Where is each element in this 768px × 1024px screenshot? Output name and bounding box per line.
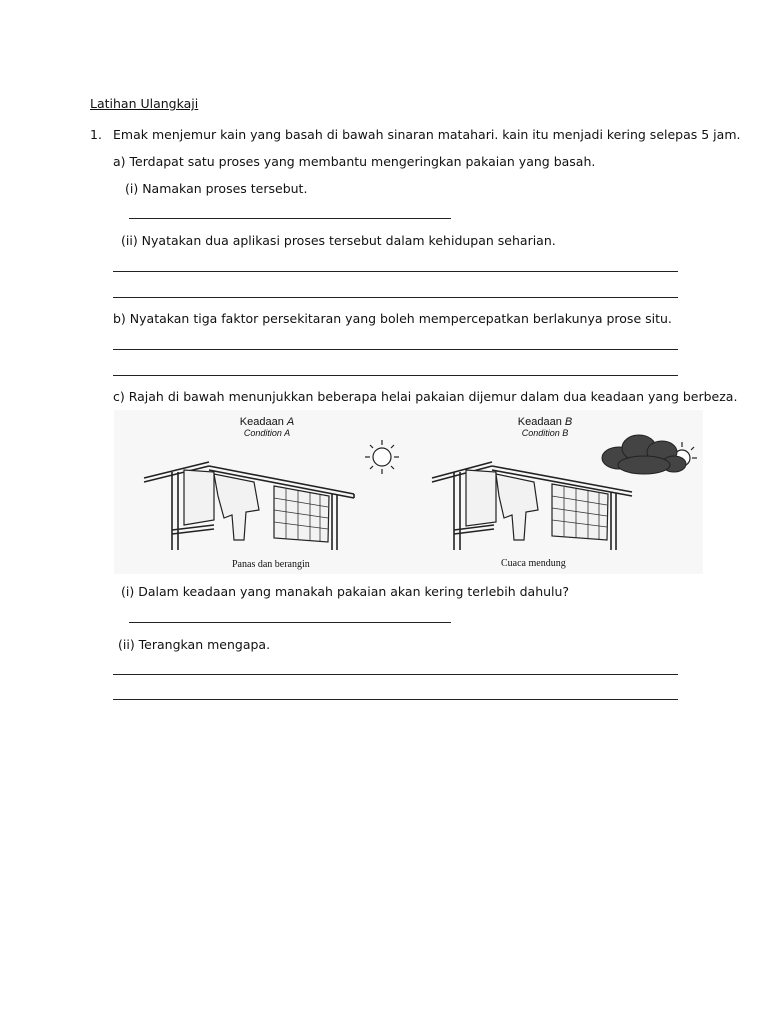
part-a-i-text: (i) Namakan proses tersebut.	[125, 181, 308, 196]
answer-line-c-i[interactable]	[129, 622, 451, 623]
answer-line-c-ii-1[interactable]	[113, 674, 678, 675]
part-a-text: a) Terdapat satu proses yang membantu mengeringkan pakaian yang basah.	[113, 154, 596, 169]
page-title: Latihan Ulangkaji	[90, 96, 199, 111]
condition-a-label: Keadaan A Condition A	[239, 416, 295, 438]
cloud-icon	[602, 435, 686, 474]
answer-line-b-1[interactable]	[113, 349, 678, 350]
part-c-i-text: (i) Dalam keadaan yang manakah pakaian akan kering terlebih dahulu?	[121, 584, 570, 599]
clothesline-figure	[114, 410, 703, 574]
answer-line-a-ii-2[interactable]	[113, 297, 678, 298]
clothes-a	[184, 470, 329, 542]
answer-line-a-i[interactable]	[129, 218, 451, 219]
answer-line-c-ii-2[interactable]	[113, 699, 678, 700]
condition-b-caption: Cuaca mendung	[501, 558, 566, 569]
sun-icon	[365, 440, 399, 474]
question-number: 1.	[90, 127, 102, 142]
part-c-text: c) Rajah di bawah menunjukkan beberapa helai pakaian dijemur dalam dua keadaan yang berbeza.	[113, 389, 738, 404]
condition-b-label: Keadaan B Condition B	[517, 416, 573, 438]
clothesline-illustration	[114, 410, 703, 574]
part-c-ii-text: (ii) Terangkan mengapa.	[118, 637, 271, 652]
part-b-text: b) Nyatakan tiga faktor persekitaran yang boleh mempercepatkan berlakunya prose situ.	[113, 311, 672, 326]
part-a-ii-text: (ii) Nyatakan dua aplikasi proses tersebut dalam kehidupan seharian.	[121, 233, 556, 248]
answer-line-a-ii-1[interactable]	[113, 271, 678, 272]
answer-line-b-2[interactable]	[113, 375, 678, 376]
question-stem: Emak menjemur kain yang basah di bawah sinaran matahari. kain itu menjadi kering selepas 5 jam.	[113, 127, 741, 142]
condition-a-caption: Panas dan berangin	[232, 559, 310, 570]
